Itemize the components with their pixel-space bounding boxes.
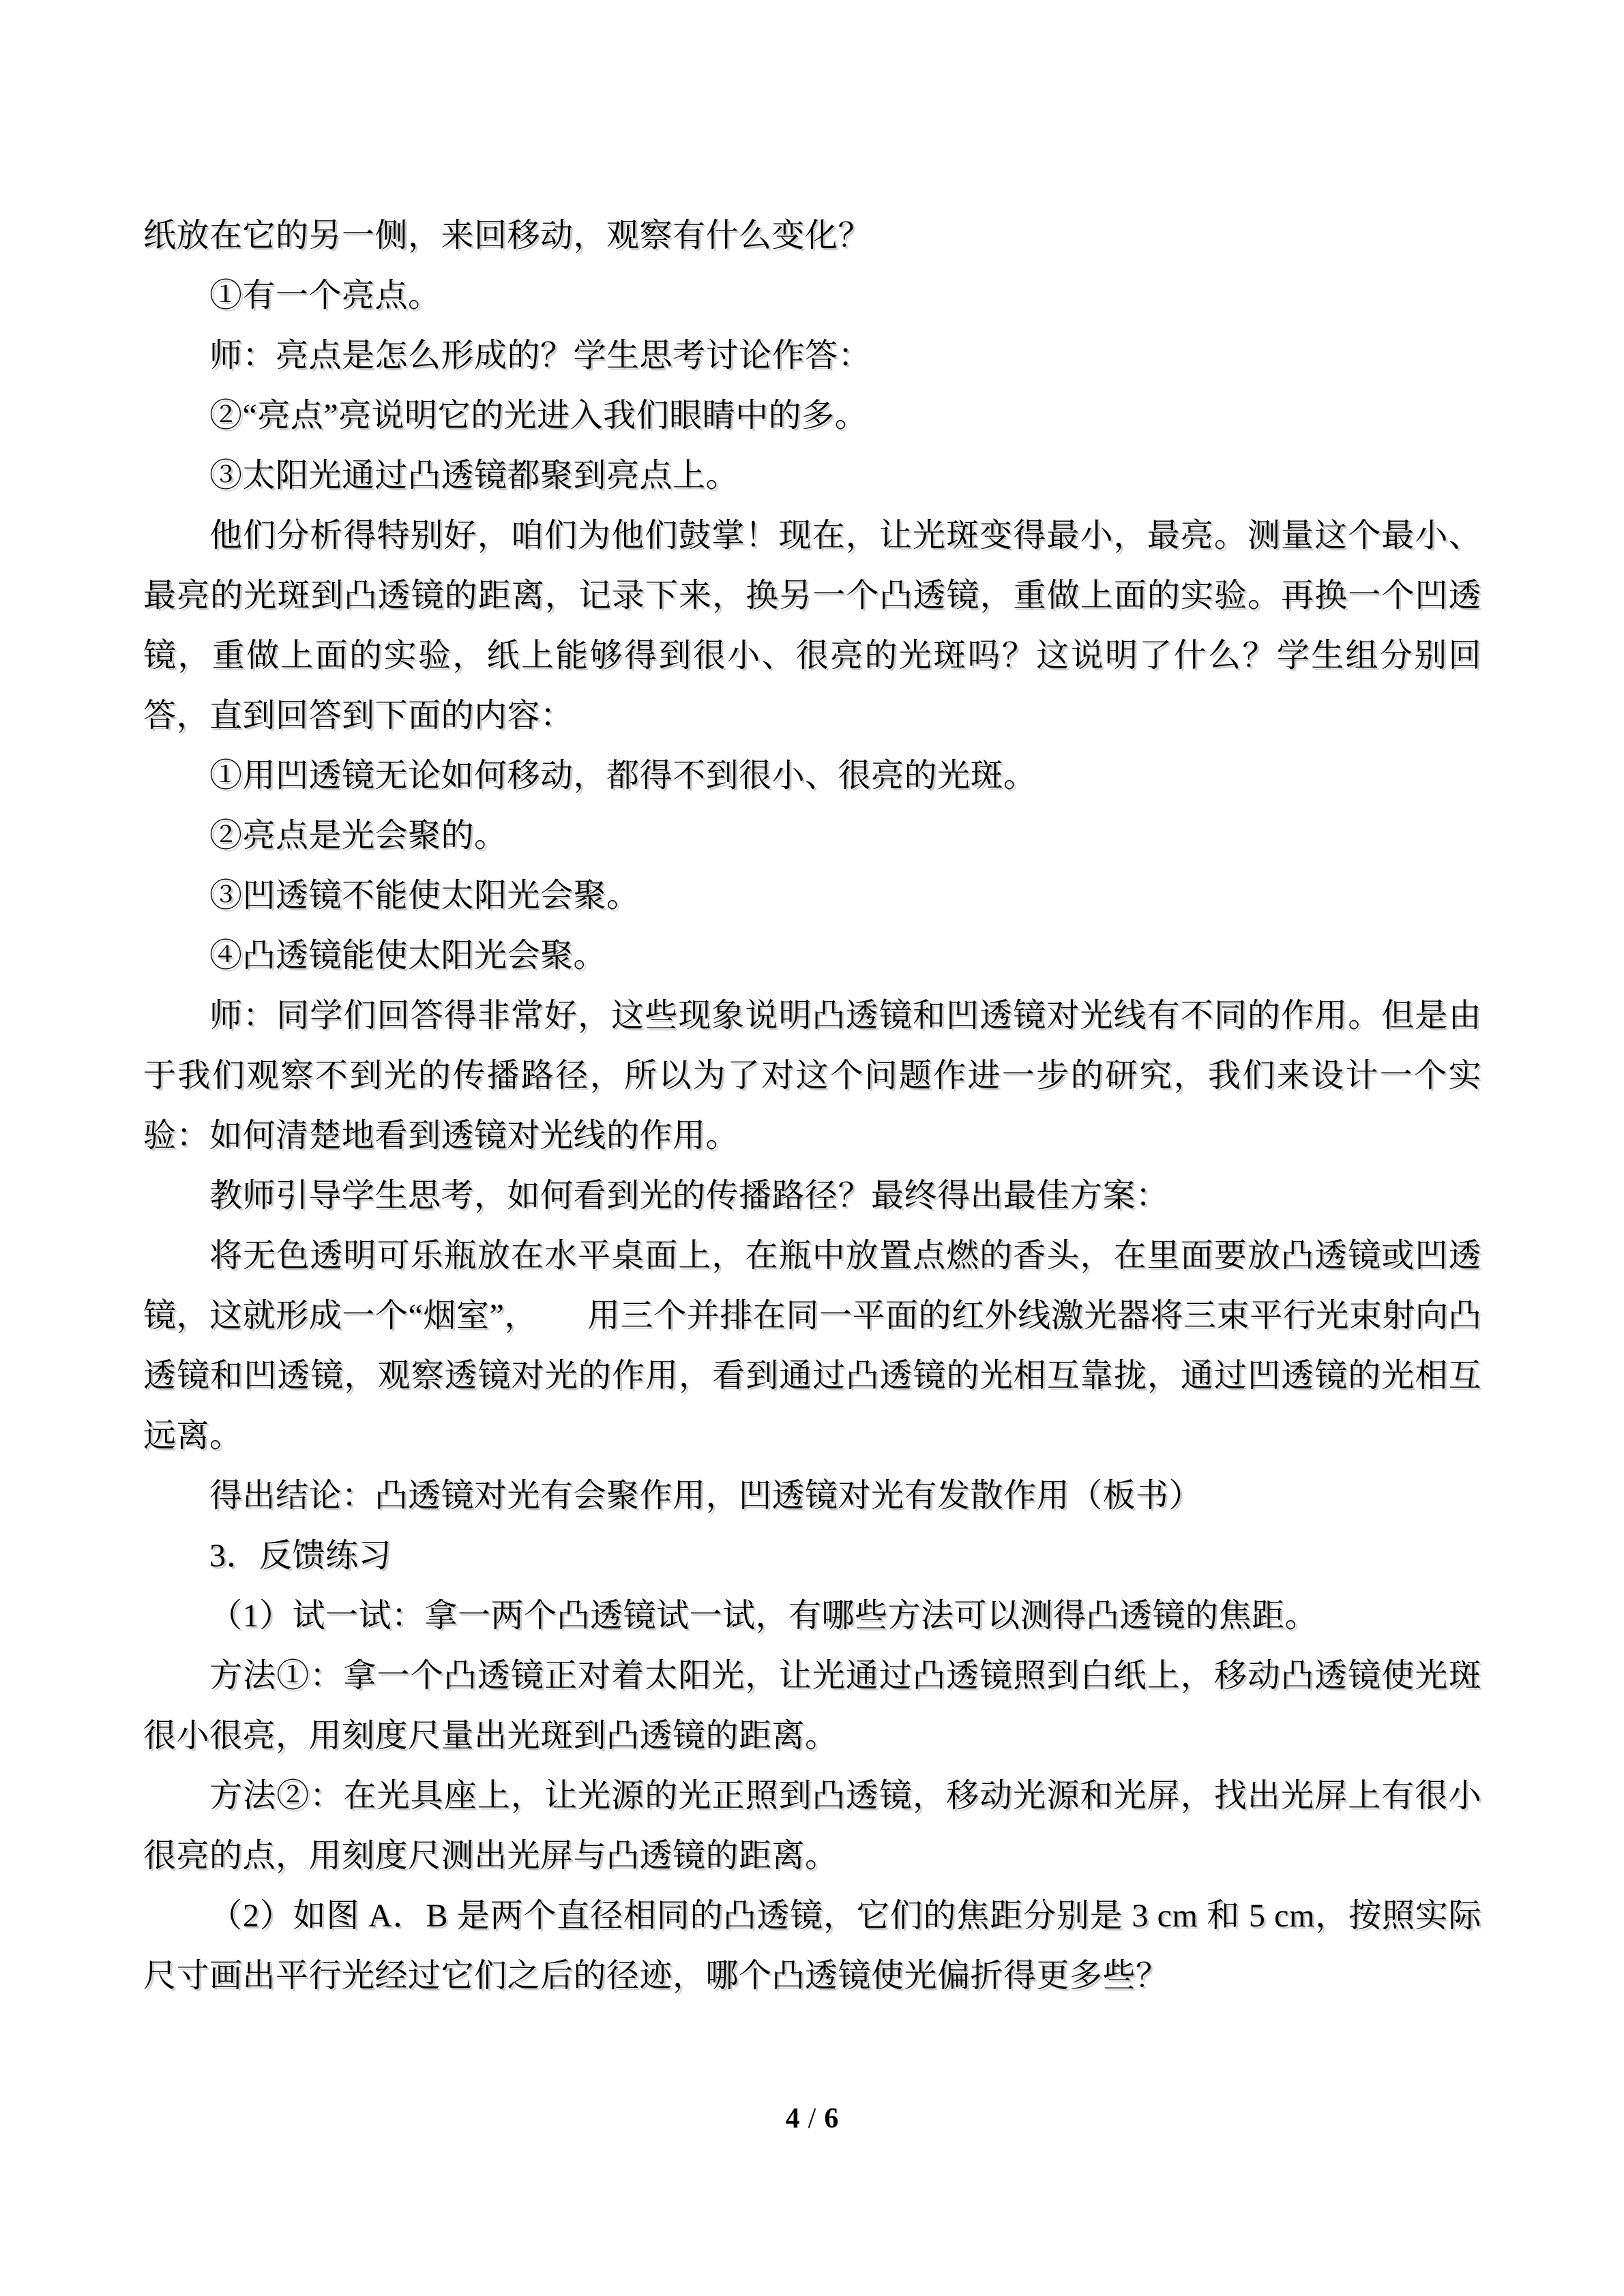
paragraph: 他们分析得特别好，咱们为他们鼓掌！现在，让光斑变得最小，最亮。测量这个最小、最亮的光斑到凸透镜的距离，记录下来，换另一个凸透镜，重做上面的实验。再换一个凹透镜，重做上面的实验，纸上能够得到很小、很亮的光斑吗？这说明了什么？学生组分别回答，直到回答到下面的内容： xyxy=(143,518,1481,734)
paragraph: 师：同学们回答得非常好，这些现象说明凸透镜和凹透镜对光线有不同的作用。但是由于我们观察不到光的传播路径，所以为了对这个问题作进一步的研究，我们来设计一个实验：如何清楚地看到透镜对光线的作用。 xyxy=(143,998,1481,1154)
paragraph: 纸放在它的另一侧，来回移动，观察有什么变化？ xyxy=(143,218,872,254)
paragraph: 3．反馈练习 xyxy=(209,1538,392,1574)
paragraph: ②亮点是光会聚的。 xyxy=(209,818,507,854)
paragraph: 方法②：在光具座上，让光源的光正照到凸透镜，移动光源和光屏，找出光屏上有很小很亮的点，用刻度尺测出光屏与凸透镜的距离。 xyxy=(143,1778,1481,1874)
paragraph: （2）如图 A．B 是两个直径相同的凸透镜，它们的焦距分别是 3 cm 和 5 cm，按照实际尺寸画出平行光经过它们之后的径迹，哪个凸透镜使光偏折得更多些？ xyxy=(143,1898,1481,1994)
page-number-total: 6 xyxy=(824,2103,839,2134)
page-number-separator: / xyxy=(808,2103,816,2134)
paragraph: 将无色透明可乐瓶放在水平桌面上，在瓶中放置点燃的香头，在里面要放凸透镜或凹透镜，这就形成一个“烟室”， 用三个并排在同一平面的红外线激光器将三束平行光束射向凸透镜和凹透镜，观察透镜对光的作用，看到通过凸透镜的光相互靠拢，通过凹透镜的光相互远离。 xyxy=(143,1238,1481,1454)
paragraph: ③凹透镜不能使太阳光会聚。 xyxy=(209,878,640,914)
paragraph: 师：亮点是怎么形成的？学生思考讨论作答： xyxy=(209,338,872,374)
paragraph: ①用凹透镜无论如何移动，都得不到很小、很亮的光斑。 xyxy=(209,758,1037,794)
page-footer xyxy=(0,2102,1624,2136)
page-number-current: 4 xyxy=(785,2103,800,2134)
paragraph: ②“亮点”亮说明它的光进入我们眼睛中的多。 xyxy=(209,398,868,434)
paragraph: 得出结论：凸透镜对光有会聚作用，凹透镜对光有发散作用（板书） xyxy=(209,1478,1202,1514)
paragraph: ①有一个亮点。 xyxy=(209,278,441,314)
paragraph: ④凸透镜能使太阳光会聚。 xyxy=(209,938,607,974)
document-text xyxy=(143,206,1481,2006)
paragraph: 教师引导学生思考，如何看到光的传播路径？最终得出最佳方案： xyxy=(209,1178,1169,1214)
paragraph: 方法①：拿一个凸透镜正对着太阳光，让光通过凸透镜照到白纸上，移动凸透镜使光斑很小很亮，用刻度尺量出光斑到凸透镜的距离。 xyxy=(143,1658,1481,1754)
paragraph: ③太阳光通过凸透镜都聚到亮点上。 xyxy=(209,458,739,494)
paragraph: （1）试一试：拿一两个凸透镜试一试，有哪些方法可以测得凸透镜的焦距。 xyxy=(209,1598,1318,1634)
